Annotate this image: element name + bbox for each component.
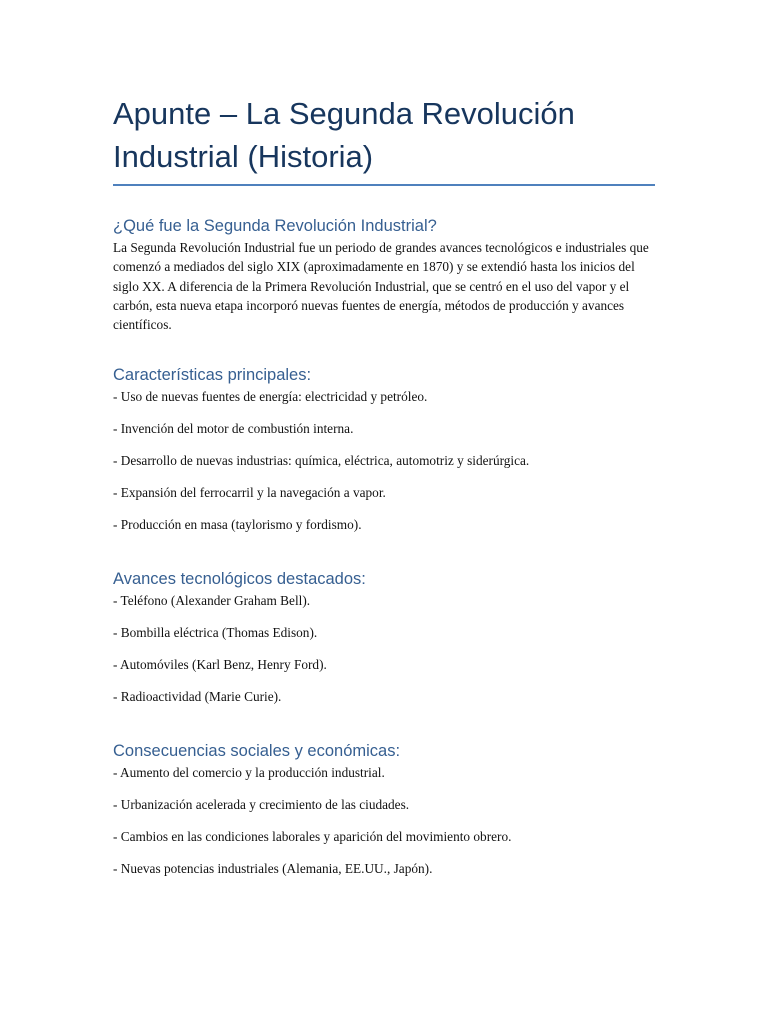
consequences-list	[113, 763, 655, 878]
document-title	[113, 92, 655, 178]
title-line-2: Industrial (Historia)	[113, 139, 374, 174]
list-item: - Urbanización acelerada y crecimiento de las ciudades.	[113, 797, 410, 813]
list-item: - Desarrollo de nuevas industrias: química, eléctrica, automotriz y siderúrgica.	[113, 453, 530, 469]
document-page	[113, 92, 655, 878]
list-item: - Expansión del ferrocarril y la navegación a vapor.	[113, 485, 386, 501]
section-tech-advances	[113, 568, 655, 706]
list-item: - Producción en masa (taylorismo y fordismo).	[113, 517, 362, 533]
list-item: - Automóviles (Karl Benz, Henry Ford).	[113, 657, 327, 673]
section-heading: Consecuencias sociales y económicas:	[113, 742, 401, 761]
characteristics-list	[113, 387, 655, 534]
list-item: - Aumento del comercio y la producción industrial.	[113, 765, 385, 781]
section-characteristics	[113, 364, 655, 534]
list-item: - Uso de nuevas fuentes de energía: electricidad y petróleo.	[113, 389, 428, 405]
list-item: - Radioactividad (Marie Curie).	[113, 689, 282, 705]
list-item: - Bombilla eléctrica (Thomas Edison).	[113, 625, 318, 641]
tech-advances-list	[113, 591, 655, 706]
section-heading: ¿Qué fue la Segunda Revolución Industrial?	[113, 217, 437, 235]
section-what-was	[113, 215, 655, 334]
list-item: - Teléfono (Alexander Graham Bell).	[113, 593, 311, 609]
list-item: - Cambios en las condiciones laborales y aparición del movimiento obrero.	[113, 829, 512, 845]
title-line-1: Apunte – La Segunda Revolución	[113, 96, 575, 131]
title-underline	[113, 184, 655, 186]
list-item: - Invención del motor de combustión interna.	[113, 421, 354, 437]
section-heading: Características principales:	[113, 366, 312, 385]
section-heading: Avances tecnológicos destacados:	[113, 570, 366, 589]
list-item: - Nuevas potencias industriales (Alemania, EE.UU., Japón).	[113, 861, 433, 877]
section-paragraph: La Segunda Revolución Industrial fue un periodo de grandes avances tecnológicos e industriales que comenzó a mediados del siglo XIX (aproximadamente en 1870) y se extendió hasta los inicios del siglo XX. A diferencia de la Primera Revolución Industrial, que se centró en el uso del vapor y el carbón, esta nueva etapa incorporó nuevas fuentes de energía, métodos de producción y avances científicos.	[113, 240, 649, 333]
section-consequences	[113, 740, 655, 878]
